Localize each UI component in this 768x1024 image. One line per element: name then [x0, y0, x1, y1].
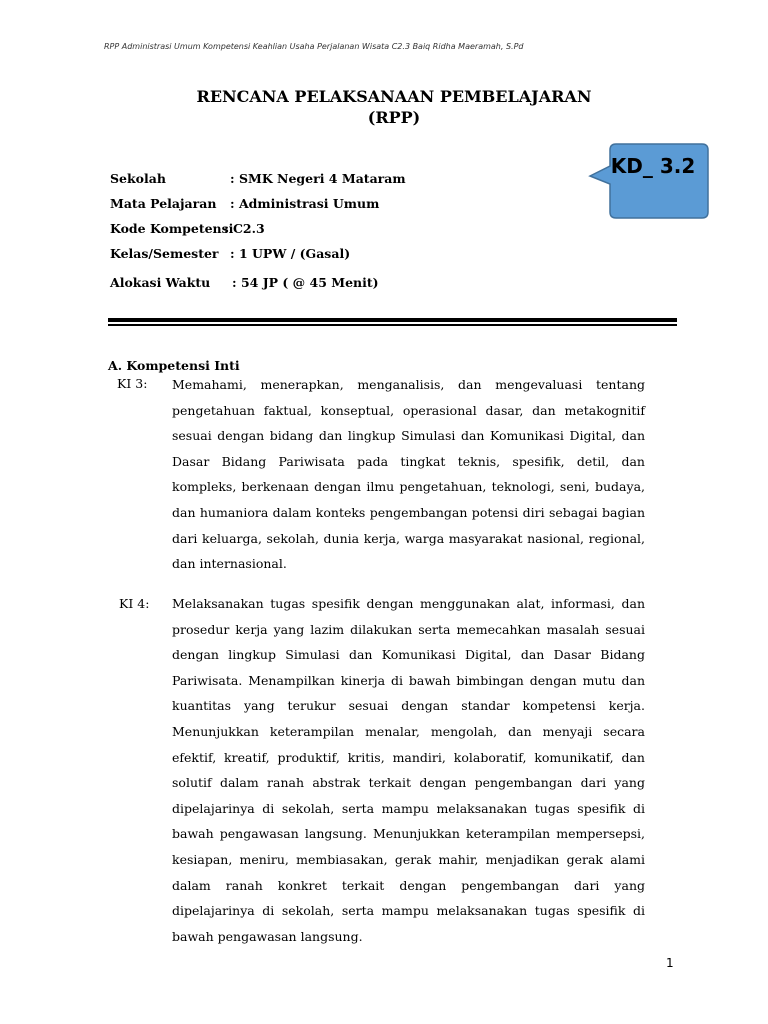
document-title — [0, 86, 768, 128]
page-number: 1 — [666, 956, 674, 970]
meta-label-mata-pelajaran: Mata Pelajaran — [110, 196, 217, 211]
title-line-1: RENCANA PELAKSANAAN PEMBELAJARAN — [196, 87, 592, 106]
ki3-code: KI 3: — [117, 376, 148, 391]
meta-label-kelas-semester: Kelas/Semester — [110, 246, 219, 261]
title-line-2: (RPP) — [367, 108, 421, 127]
header-rule-thin — [108, 324, 677, 326]
header-rule-thick — [108, 318, 677, 322]
section-a-heading: A. Kompetensi Inti — [108, 358, 240, 373]
meta-label-sekolah: Sekolah — [110, 171, 166, 186]
meta-value-kelas-semester: : 1 UPW / (Gasal) — [230, 246, 351, 261]
meta-value-sekolah: : SMK Negeri 4 Mataram — [230, 171, 406, 186]
meta-value-alokasi-waktu: : 54 JP ( @ 45 Menit) — [232, 275, 379, 290]
meta-label-kode-kompetensi: Kode Kompetensi — [110, 221, 234, 236]
meta-value-kode-kompetensi: : C2.3 — [224, 221, 265, 236]
ki4-code: KI 4: — [119, 596, 150, 611]
ki3-text: Memahami, menerapkan, menganalisis, dan mengevaluasi tentang pengetahuan faktual, konseptual, operasional dasar, dan metakognitif sesuai dengan bidang dan lingkup Simulasi dan Komunikasi Digital, dan Dasar Bidang Pariwisata pada tingkat teknis, spesifik, detil, dan kompleks, berkenaan dengan ilmu pengetahuan, teknologi, seni, budaya, dan humaniora dalam konteks pengembangan potensi diri sebagai bagian dari keluarga, sekolah, dunia kerja, warga masyarakat nasional, regional, dan internasional. — [172, 377, 645, 572]
meta-value-mata-pelajaran: : Administrasi Umum — [230, 196, 380, 211]
ki4-text: Melaksanakan tugas spesifik dengan menggunakan alat, informasi, dan prosedur kerja yang lazim dilakukan serta memecahkan masalah sesuai dengan lingkup Simulasi dan Komunikasi Digital, dan Dasar Bidang Pariwisata. Menampilkan kinerja di bawah bimbingan dengan mutu dan kuantitas yang terukur sesuai dengan standar kompetensi kerja. Menunjukkan keterampilan menalar, mengolah, dan menyaji secara efektif, kreatif, produktif, kritis, mandiri, kolaboratif, komunikatif, dan solutif dalam ranah abstrak terkait dengan pengembangan dari yang dipelajarinya di sekolah, serta mampu melaksanakan tugas spesifik di bawah pengawasan langsung. Menunjukkan keterampilan mempersepsi, kesiapan, meniru, membiasakan, gerak mahir, menjadikan gerak alami dalam ranah konkret terkait dengan pengembangan dari yang dipelajarinya di sekolah, serta mampu melaksanakan tugas spesifik di bawah pengawasan langsung. — [172, 596, 645, 944]
running-header: RPP Administrasi Umum Kompetensi Keahlian Usaha Perjalanan Wisata C2.3 Baiq Ridha Maeramah, S.Pd — [104, 42, 524, 51]
meta-label-alokasi-waktu: Alokasi Waktu — [110, 275, 211, 290]
kd-label: KD_ 3.2 — [610, 154, 696, 178]
